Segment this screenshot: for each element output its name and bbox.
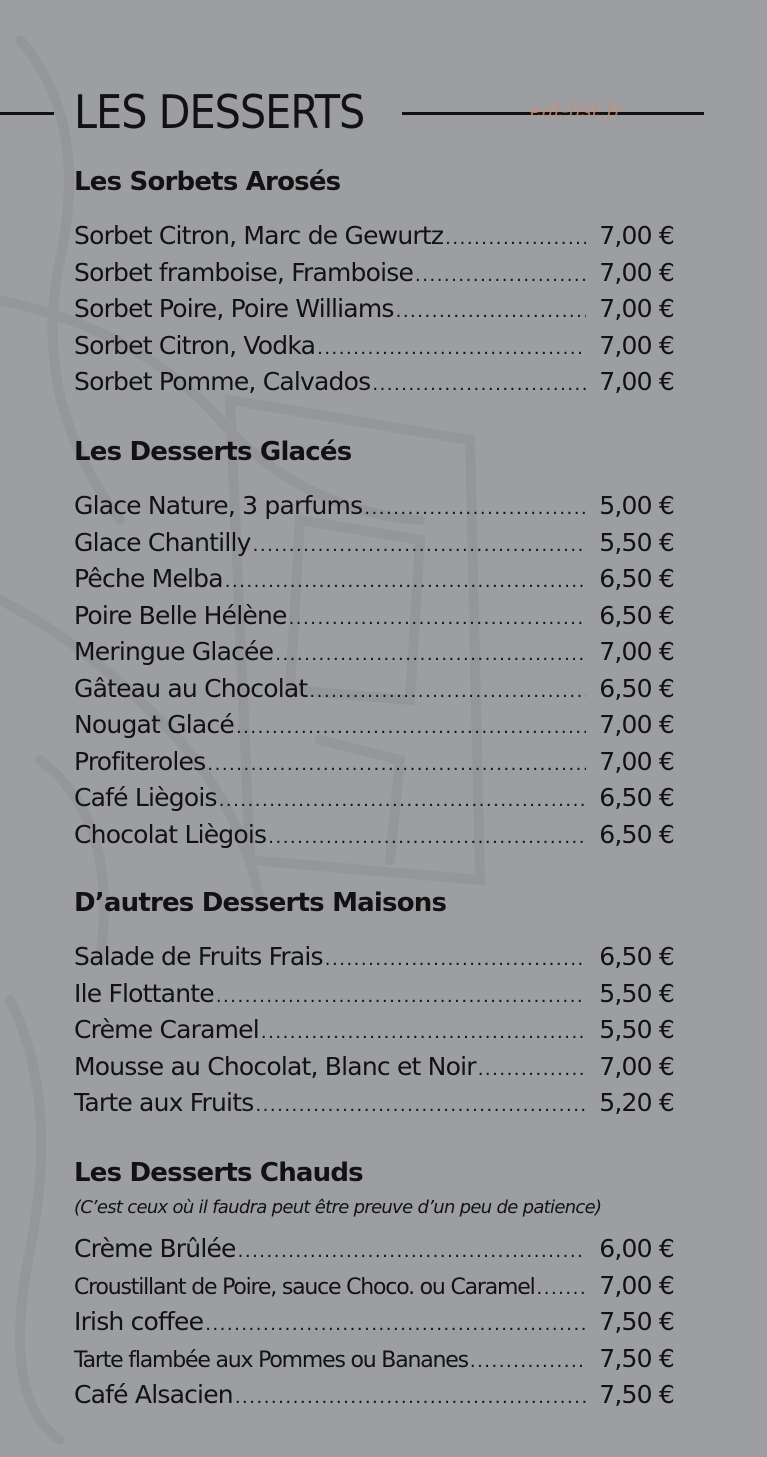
item-price: 5,50 € (599, 978, 674, 1008)
menu-item (74, 707, 674, 744)
dot-leader (261, 1015, 586, 1051)
item-list (74, 218, 674, 401)
item-name: Café Alsacien (74, 1380, 233, 1409)
item-price: 5,50 € (599, 1015, 674, 1044)
menu-item (74, 817, 674, 854)
menu-item (74, 1049, 674, 1086)
item-name: Sorbet Citron, Vodka (74, 330, 316, 360)
item-price: 6,50 € (599, 564, 674, 593)
title-rule-left (0, 112, 54, 115)
menu-item (74, 328, 674, 365)
item-price: 5,20 € (599, 1088, 674, 1117)
item-price: 7,50 € (599, 1343, 674, 1373)
item-price: 7,50 € (599, 1380, 674, 1409)
item-price: 7,00 € (599, 637, 674, 666)
menu-item (74, 1012, 674, 1049)
item-name: Tarte flambée aux Pommes ou Bananes (74, 1347, 468, 1373)
item-name: Mousse au Chocolat, Blanc et Noir (74, 1051, 476, 1081)
section-note: (C’est ceux où il faudra peut être preuve d’un peu de patience) (74, 1197, 602, 1218)
item-price: 7,50 € (599, 1307, 674, 1336)
section-desserts-chauds (74, 1155, 674, 1414)
menu-item (74, 598, 674, 635)
dot-leader (372, 367, 586, 403)
dot-leader (445, 221, 586, 257)
section-desserts-maisons (74, 885, 674, 1122)
menu-item (74, 255, 674, 292)
menu-item (74, 1231, 674, 1268)
dot-leader (216, 979, 586, 1015)
menu-item (74, 1268, 674, 1305)
dot-leader (317, 331, 586, 367)
item-price: 7,00 € (599, 257, 674, 287)
item-name: Sorbet framboise, Framboise (74, 257, 414, 287)
item-name: Crème Brûlée (74, 1234, 236, 1263)
dot-leader (415, 258, 586, 294)
item-price: 6,00 € (599, 1234, 674, 1263)
dot-leader (207, 747, 586, 783)
menu-header (0, 80, 767, 144)
item-price: 7,00 € (599, 1051, 674, 1081)
dot-leader (478, 1052, 586, 1088)
item-price: 6,50 € (599, 942, 674, 971)
item-name: Meringue Glacée (74, 637, 274, 666)
item-price: 6,50 € (599, 819, 674, 849)
item-name: Ile Flottante (74, 978, 214, 1008)
menu-item (74, 744, 674, 781)
menu-item (74, 525, 674, 562)
item-price: 6,50 € (599, 673, 674, 703)
dot-leader (205, 1307, 586, 1343)
menu-item (74, 634, 674, 671)
dot-leader (236, 710, 586, 746)
item-price: 7,00 € (599, 330, 674, 360)
item-price: 7,00 € (599, 746, 674, 776)
menu-item (74, 218, 674, 255)
dot-leader (268, 820, 586, 856)
menu-item (74, 976, 674, 1013)
section-desserts-glaces (74, 434, 674, 853)
item-list (74, 939, 674, 1122)
section-title: Les Sorbets Arosés (74, 167, 341, 197)
dot-leader (235, 1380, 586, 1416)
item-name: Crème Caramel (74, 1015, 259, 1044)
item-name: Irish coffee (74, 1307, 204, 1336)
item-name: Tarte aux Fruits (74, 1088, 254, 1117)
item-name: Glace Nature, 3 parfums (74, 491, 363, 520)
menu-item (74, 1341, 674, 1378)
item-name: Poire Belle Hélène (74, 600, 287, 630)
item-name: Pêche Melba (74, 564, 223, 593)
menu-item (74, 364, 674, 401)
item-name: Sorbet Citron, Marc de Gewurtz (74, 221, 444, 250)
item-list (74, 488, 674, 853)
dot-leader (275, 637, 586, 673)
dot-leader (396, 294, 586, 330)
page-title: LES DESSERTS (74, 85, 365, 139)
menu-item (74, 488, 674, 525)
item-name: Café Liègois (74, 783, 217, 812)
dot-leader (238, 1234, 586, 1270)
item-price: 6,50 € (599, 783, 674, 812)
menu-item (74, 1085, 674, 1122)
item-name: Nougat Glacé (74, 710, 234, 739)
dot-leader (537, 1271, 586, 1307)
item-price: 7,00 € (599, 1270, 674, 1300)
dot-leader (219, 783, 586, 819)
section-title: Les Desserts Chauds (74, 1158, 363, 1188)
section-sorbets (74, 164, 674, 401)
item-price: 7,00 € (599, 710, 674, 739)
item-name: Salade de Fruits Frais (74, 942, 323, 971)
menu-item (74, 671, 674, 708)
dot-leader (309, 674, 586, 710)
item-price: 6,50 € (599, 600, 674, 630)
item-name: Sorbet Poire, Poire Williams (74, 294, 394, 323)
item-price: 7,00 € (599, 221, 674, 250)
menu-item (74, 1304, 674, 1341)
dot-leader (470, 1344, 586, 1380)
dot-leader (364, 491, 586, 527)
menu-item (74, 291, 674, 328)
menu-item (74, 1377, 674, 1414)
menu-item (74, 561, 674, 598)
watermark-text: eat-list.fr (530, 98, 623, 122)
item-price: 7,00 € (599, 294, 674, 323)
item-name: Sorbet Pomme, Calvados (74, 367, 371, 396)
item-price: 5,50 € (599, 527, 674, 557)
menu-item (74, 939, 674, 976)
item-name: Profiteroles (74, 746, 206, 776)
dot-leader (225, 564, 586, 600)
item-price: 5,00 € (599, 491, 674, 520)
item-name: Croustillant de Poire, sauce Choco. ou Caramel (74, 1274, 535, 1300)
dot-leader (289, 601, 586, 637)
item-name: Chocolat Liègois (74, 819, 267, 849)
dot-leader (325, 942, 586, 978)
item-list (74, 1231, 674, 1414)
dot-leader (253, 528, 586, 564)
item-name: Gâteau au Chocolat (74, 673, 308, 703)
item-price: 7,00 € (599, 367, 674, 396)
section-title: Les Desserts Glacés (74, 437, 352, 467)
dot-leader (255, 1088, 586, 1124)
item-name: Glace Chantilly (74, 527, 251, 557)
section-title: D’autres Desserts Maisons (74, 888, 447, 918)
menu-item (74, 780, 674, 817)
